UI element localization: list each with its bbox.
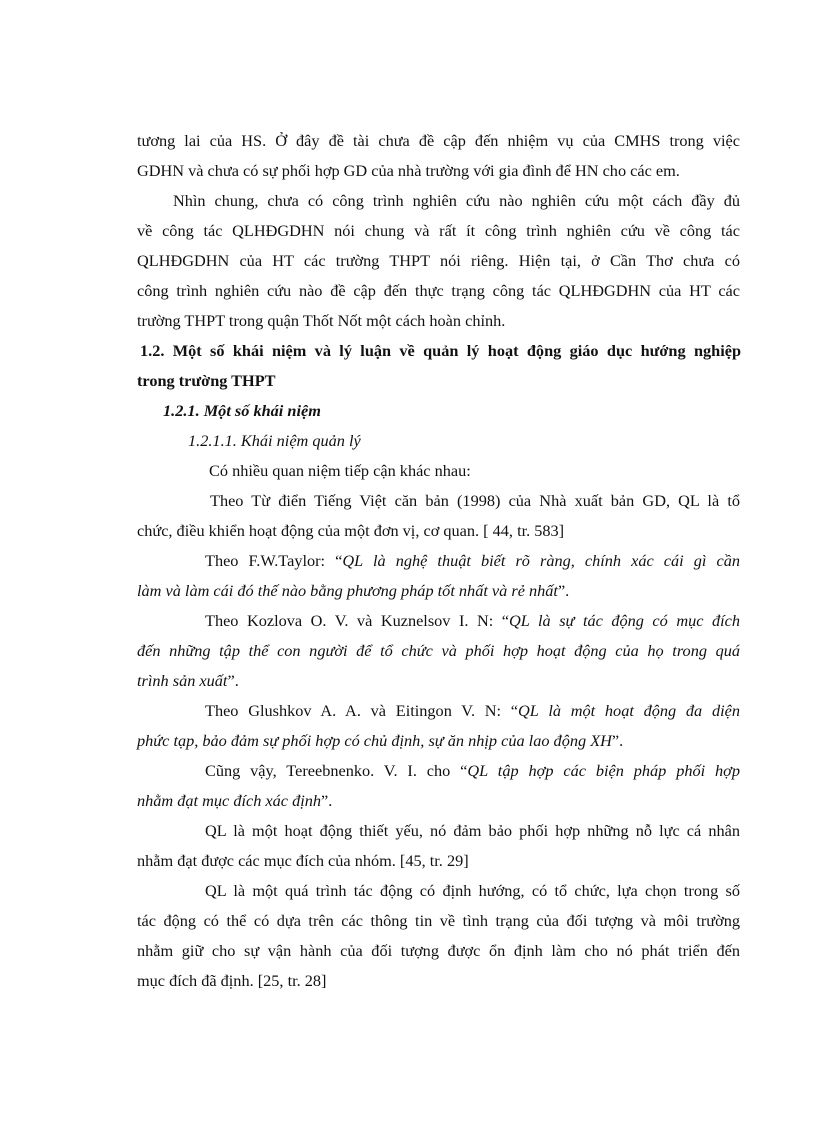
- quote-line: Theo F.W.Taylor: “QL là nghệ thuật biết rõ ràng, chính xác cái gì cần: [205, 551, 740, 570]
- paragraph-line: mục đích đã định. [25, tr. 28]: [137, 971, 327, 990]
- paragraph-line: QLHĐGDHN của HT các trường THPT nói riêng. Hiện tại, ở Cần Thơ chưa có: [137, 251, 740, 270]
- paragraph-line: Có nhiều quan niệm tiếp cận khác nhau:: [209, 461, 471, 480]
- paragraph-line: về công tác QLHĐGDHN nói chung và rất ít công trình nghiên cứu về công tác: [137, 221, 740, 240]
- quote-line: trình sản xuất”.: [137, 671, 239, 690]
- paragraph-line: tác động có thể có dựa trên các thông tin về tình trạng của đối tượng và môi trường: [137, 911, 740, 930]
- quote-line: phức tạp, bảo đảm sự phối hợp có chủ định, sự ăn nhịp của lao động XH”.: [137, 731, 624, 750]
- quote-line: Theo Kozlova O. V. và Kuznelsov I. N: “QL là sự tác động có mục đích: [205, 611, 740, 630]
- section-heading-1-2-1: 1.2.1. Một số khái niệm: [163, 401, 321, 420]
- section-heading-1-2-1-1: 1.2.1.1. Khái niệm quản lý: [188, 431, 361, 450]
- paragraph-line: GDHN và chưa có sự phối hợp GD của nhà trường với gia đình để HN cho các em.: [137, 161, 680, 180]
- quote-line: làm và làm cái đó thế nào bằng phương pháp tốt nhất và rẻ nhất”.: [137, 581, 570, 600]
- paragraph-line: nhằm đạt được các mục đích của nhóm. [45, tr. 29]: [137, 851, 469, 870]
- paragraph-line: trường THPT trong quận Thốt Nốt một cách hoàn chỉnh.: [137, 311, 506, 330]
- quote-line: đến những tập thể con người để tổ chức và phối hợp hoạt động của họ trong quá: [137, 641, 740, 660]
- paragraph-line: nhằm giữ cho sự vận hành của đối tượng được ổn định làm cho nó phát triển đến: [137, 941, 740, 960]
- paragraph-line: Nhìn chung, chưa có công trình nghiên cứu nào nghiên cứu một cách đầy đủ: [173, 191, 740, 210]
- paragraph-line: QL là một hoạt động thiết yếu, nó đảm bảo phối hợp những nỗ lực cá nhân: [205, 821, 740, 840]
- paragraph-line: QL là một quá trình tác động có định hướng, có tổ chức, lựa chọn trong số: [205, 881, 740, 900]
- paragraph-line: công trình nghiên cứu nào đề cập đến thực trạng công tác QLHĐGDHN của HT các: [137, 281, 740, 300]
- paragraph-line: tương lai của HS. Ở đây đề tài chưa đề cập đến nhiệm vụ của CMHS trong việc: [137, 131, 740, 150]
- quote-line: nhằm đạt mục đích xác định”.: [137, 791, 333, 810]
- section-heading-1-2: 1.2. Một số khái niệm và lý luận về quản lý hoạt động giáo dục hướng nghiệp: [140, 341, 741, 360]
- paragraph-line: chức, điều khiển hoạt động của một đơn vị, cơ quan. [ 44, tr. 583]: [137, 521, 565, 540]
- quote-line: Theo Glushkov A. A. và Eitingon V. N: “QL là một hoạt động đa diện: [205, 701, 740, 720]
- paragraph-line: Theo Từ điển Tiếng Việt căn bản (1998) của Nhà xuất bản GD, QL là tổ: [210, 491, 740, 510]
- quote-line: Cũng vậy, Tereebnenko. V. I. cho “QL tập hợp các biện pháp phối hợp: [205, 761, 741, 780]
- section-heading-1-2-cont: trong trường THPT: [137, 371, 276, 390]
